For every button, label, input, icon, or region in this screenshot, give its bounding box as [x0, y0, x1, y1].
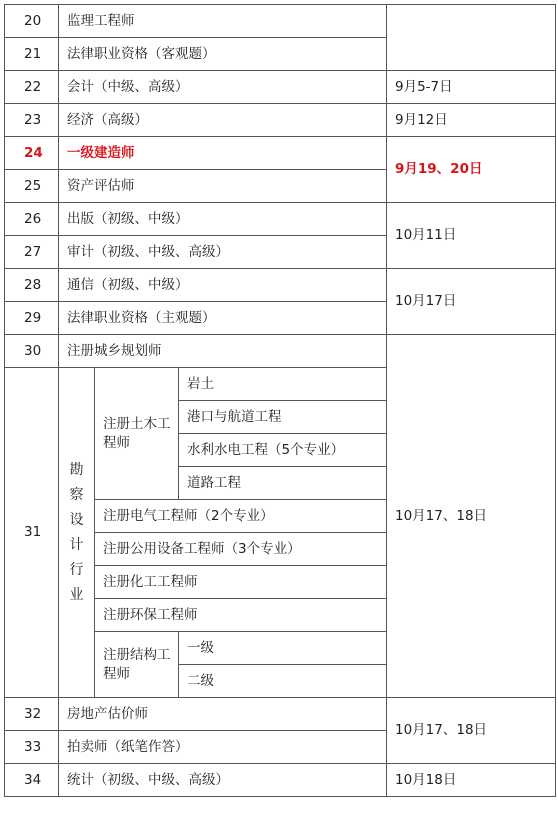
exam-date	[387, 5, 556, 71]
exam-date: 10月17、18日	[387, 335, 556, 698]
row-number: 32	[5, 698, 59, 731]
row-number: 22	[5, 71, 59, 104]
exam-name: 注册化工工程师	[95, 566, 387, 599]
exam-date: 9月12日	[387, 104, 556, 137]
exam-name: 统计（初级、中级、高级）	[59, 764, 387, 797]
exam-date: 9月19、20日	[387, 137, 556, 203]
row-number: 27	[5, 236, 59, 269]
table-row-highlighted	[5, 137, 556, 170]
exam-subtype: 水利水电工程（5个专业）	[179, 434, 387, 467]
exam-date: 10月17日	[387, 269, 556, 335]
table-row	[5, 203, 556, 236]
exam-subtype: 港口与航道工程	[179, 401, 387, 434]
row-number: 26	[5, 203, 59, 236]
row-number: 34	[5, 764, 59, 797]
exam-subtype: 一级	[179, 632, 387, 665]
row-number: 25	[5, 170, 59, 203]
table-row	[5, 104, 556, 137]
row-number: 31	[5, 368, 59, 698]
row-number: 28	[5, 269, 59, 302]
exam-name: 注册城乡规划师	[59, 335, 387, 368]
row-number: 23	[5, 104, 59, 137]
exam-name: 拍卖师（纸笔作答）	[59, 731, 387, 764]
exam-date: 10月17、18日	[387, 698, 556, 764]
exam-name: 资产评估师	[59, 170, 387, 203]
table-row	[5, 5, 556, 38]
category-text: 勘察设计行业	[69, 461, 84, 603]
table-row	[5, 335, 556, 368]
exam-name: 会计（中级、高级）	[59, 71, 387, 104]
row-number: 30	[5, 335, 59, 368]
exam-name: 一级建造师	[59, 137, 387, 170]
row-number: 29	[5, 302, 59, 335]
civil-engineer-group: 注册土木工程师	[95, 368, 179, 500]
exam-name: 注册公用设备工程师（3个专业）	[95, 533, 387, 566]
exam-subtype: 二级	[179, 665, 387, 698]
category-vertical-label	[59, 368, 95, 698]
table-row	[5, 71, 556, 104]
row-number: 20	[5, 5, 59, 38]
exam-name: 出版（初级、中级）	[59, 203, 387, 236]
exam-name: 法律职业资格（客观题）	[59, 38, 387, 71]
exam-name: 法律职业资格（主观题）	[59, 302, 387, 335]
exam-date: 10月11日	[387, 203, 556, 269]
structural-engineer-group: 注册结构工程师	[95, 632, 179, 698]
exam-name: 注册环保工程师	[95, 599, 387, 632]
exam-name: 通信（初级、中级）	[59, 269, 387, 302]
exam-name: 审计（初级、中级、高级）	[59, 236, 387, 269]
table-row	[5, 698, 556, 731]
table-row	[5, 764, 556, 797]
exam-subtype: 岩土	[179, 368, 387, 401]
table-row	[5, 269, 556, 302]
exam-date: 9月5-7日	[387, 71, 556, 104]
row-number: 21	[5, 38, 59, 71]
exam-date: 10月18日	[387, 764, 556, 797]
exam-name: 注册电气工程师（2个专业）	[95, 500, 387, 533]
exam-name: 经济（高级）	[59, 104, 387, 137]
exam-schedule-table	[4, 4, 556, 797]
row-number: 24	[5, 137, 59, 170]
exam-name: 房地产估价师	[59, 698, 387, 731]
row-number: 33	[5, 731, 59, 764]
exam-subtype: 道路工程	[179, 467, 387, 500]
exam-name: 监理工程师	[59, 5, 387, 38]
